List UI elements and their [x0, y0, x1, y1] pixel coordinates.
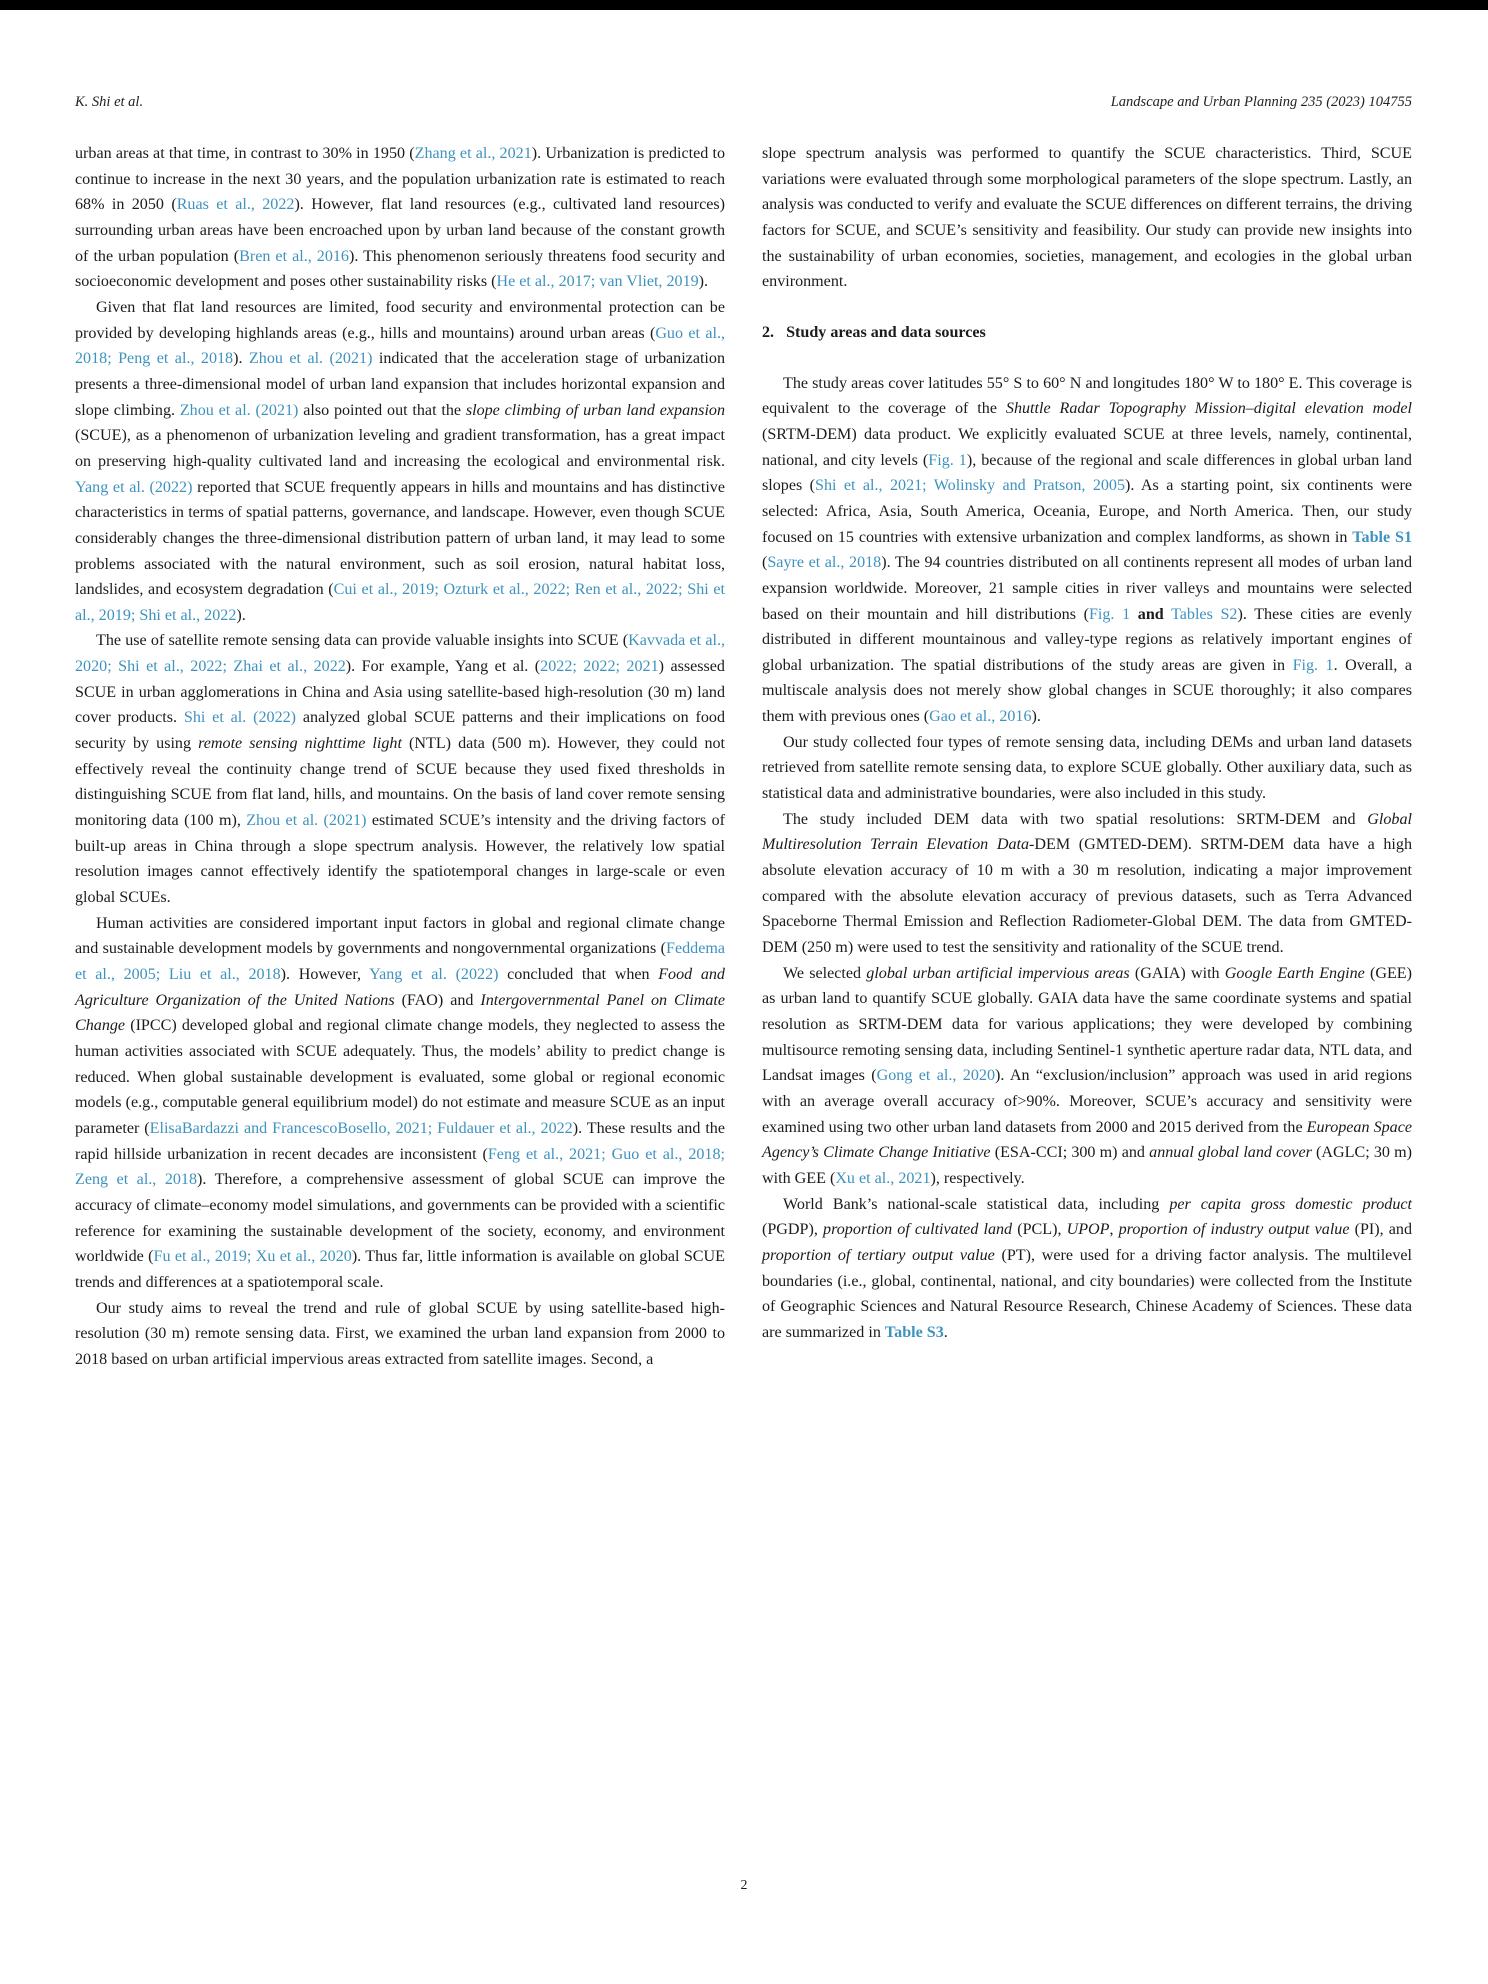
paragraph	[762, 730, 1412, 807]
text: ). These results and the rapid hillside urbanization in recent decades are inconsistent (	[75, 1119, 725, 1163]
citation-link[interactable]: Feddema et al., 2005; Liu et al., 2018	[75, 940, 725, 983]
text: also pointed out that the	[298, 401, 466, 419]
italic-text: slope climbing of urban land expansion	[465, 401, 726, 419]
text: Given that flat land resources are limited, food security and environmental protection can be provided by developing highlands areas (e.g., hills and mountains) around urban areas (	[75, 298, 725, 342]
citation-link[interactable]: Cui et al., 2019; Ozturk et al., 2022; Ren et al., 2022; Shi et al., 2019; Shi et al., 2022	[75, 581, 725, 624]
italic-text: proportion of tertiary output value	[762, 1246, 995, 1264]
text: -DEM (GMTED-DEM). SRTM-DEM data have a high absolute elevation accuracy of 10 m with a 30 m resolution, indicating a major improvement compared with the absolute elevation accuracy of previous datasets, such as Terra Advanced Spaceborne Thermal Emission and Reflection Radiometer-Global DEM. The data from GMTED-DEM (250 m) were used to test the sensitivity and rationality of the SCUE trend.	[762, 836, 1412, 957]
section-heading	[762, 320, 1412, 346]
section-title: Study areas and data sources	[786, 323, 986, 341]
running-head	[75, 94, 1412, 111]
text: Human activities are considered important input factors in global and regional climate change and sustainable development models by governments and nongovernmental organizations (	[75, 914, 725, 958]
citation-link[interactable]: Tables S2	[1171, 605, 1238, 623]
citation-link[interactable]: Guo et al., 2018; Peng et al., 2018	[75, 324, 725, 368]
text: .	[943, 1323, 948, 1341]
text: (PI), and	[1349, 1221, 1412, 1239]
left-column	[75, 141, 725, 1373]
page-number: 2	[740, 1878, 748, 1893]
text: (GAIA) with	[1129, 964, 1225, 982]
text: (GEE) as urban land to quantify SCUE globally. GAIA data have the same coordinate systems and spatial resolution as SRTM-DEM data for various applications; they were developed by combining multisource remoting sensing data, including Sentinel-1 synthetic aperture radar data, NTL data, and Landsat images (	[762, 964, 1412, 1085]
text: . Overall, a multiscale analysis does not merely show global changes in SCUE thoroughly; it also compares them with previous ones (	[762, 656, 1412, 726]
paragraph	[75, 141, 725, 295]
text: (PCL),	[1012, 1221, 1067, 1239]
text: ). Urbanization is predicted to continue to increase in the next 30 years, and the population urbanization rate is estimated to reach 68% in 2050 (	[75, 145, 725, 214]
page-top-rule	[0, 0, 1488, 10]
text: slope spectrum analysis was performed to quantify the SCUE characteristics. Third, SCUE variations were evaluated through some morphological parameters of the slope spectrum. Lastly, an analysis was conducted to verify and evaluate the SCUE differences on different terrains, the driving factors for SCUE, and SCUE’s sensitivity and feasibility. Our study can provide new insights into the sustainability of urban economies, societies, management, and ecologies in the global urban environment.	[762, 145, 1412, 291]
paragraph	[762, 961, 1412, 1192]
text: ). These cities are evenly distributed in different mountainous and valley-type regions as relatively important engines of global urbanization. The spatial distributions of the study areas are given in	[762, 605, 1413, 674]
text: (	[762, 554, 768, 572]
paragraph	[75, 628, 725, 910]
text: The use of satellite remote sensing data can provide valuable insights into SCUE (	[96, 632, 629, 650]
citation-link[interactable]: Kavvada et al., 2020; Shi et al., 2022; Zhai et al., 2022	[75, 632, 726, 676]
citation-link[interactable]: He et al., 2017; van Vliet, 2019	[496, 273, 699, 291]
paragraph	[762, 371, 1412, 730]
text: (FAO) and	[394, 991, 481, 1009]
text: reported that SCUE frequently appears in hills and mountains and has distinctive characteristics in terms of spatial patterns, governance, and landscape. However, even though SCUE considerably changes the three-dimensional distribution pattern of urban land, it may lead to some problems associated with the natural environment, such as soil erosion, natural habitat loss, landslides, and ecosystem degradation (	[75, 478, 725, 599]
citation-link[interactable]: ElisaBardazzi and FrancescoBosello, 2021; Fuldauer et al., 2022	[149, 1119, 573, 1137]
paragraph	[75, 295, 725, 629]
text: (PGDP),	[762, 1221, 824, 1239]
right-column	[762, 141, 1412, 1373]
text: (IPCC) developed global and regional climate change models, they neglected to assess the human activities associated with SCUE adequately. Thus, the models’ ability to predict change is reduced. When global sustainable development is evaluated, some global or regional economic models (e.g., computable general equilibrium model) do not estimate and measure SCUE as an input parameter (	[75, 1017, 725, 1137]
text: ). This phenomenon seriously threatens food security and socioeconomic development and poses other sustainability risks (	[75, 247, 725, 291]
italic-text: Food and Agriculture Organization of the United Nations	[75, 966, 725, 1009]
text: We selected	[783, 964, 867, 982]
table-link[interactable]: Table S3	[884, 1323, 944, 1341]
italic-text: proportion of industry output value	[1118, 1221, 1350, 1239]
citation-link[interactable]: 2022; 2022; 2021	[540, 658, 659, 676]
citation-link[interactable]: Fig. 1	[1292, 656, 1334, 674]
text: ) assessed SCUE in urban agglomerations in China and Asia using satellite-based high-resolution (30 m) land cover products.	[75, 658, 725, 727]
citation-link[interactable]: Fig. 1	[928, 451, 967, 469]
section-number: 2.	[762, 323, 775, 341]
paragraph	[762, 1192, 1412, 1346]
text: indicated that the acceleration stage of urbanization presents a three-dimensional model of urban land expansion that includes horizontal expansion and slope climbing.	[75, 350, 725, 419]
text: Our study aims to reveal the trend and rule of global SCUE by using satellite-based high-resolution (30 m) remote sensing data. First, we examined the urban land expansion from 2000 to 2018 based on urban artificial impervious areas extracted from satellite images. Second, a	[75, 1299, 725, 1368]
text: ). An “exclusion/inclusion” approach was used in arid regions with an average overall accuracy of>90%. Moreover, SCUE’s accuracy and sensitivity were examined using two other urban land datasets from 2000 and 2015 derived from the	[762, 1067, 1413, 1136]
text: (SRTM-DEM) data product. We explicitly evaluated SCUE at three levels, namely, continental, national, and city levels (	[762, 425, 1412, 469]
text: ). As a starting point, six continents were selected: Africa, Asia, South America, Oceania, Europe, and North America. Then, our study focused on 15 countries with extensive urbanization and complex landforms, as shown in	[762, 477, 1412, 546]
citation-link[interactable]: Gong et al., 2020	[876, 1067, 995, 1085]
paragraph	[762, 141, 1412, 295]
italic-text: UPOP	[1066, 1221, 1110, 1239]
italic-text: annual global land cover	[1149, 1144, 1312, 1162]
page-footer	[0, 1878, 1488, 1894]
table-link[interactable]: Table S1	[1352, 528, 1413, 546]
text	[1164, 606, 1171, 623]
text: (SCUE), as a phenomenon of urbanization leveling and gradient transformation, has a great impact on preserving high-quality cultivated land and increasing the ecological and environmental risk.	[75, 427, 725, 470]
citation-link[interactable]: Yang et al. (2022)	[75, 478, 193, 496]
italic-text: remote sensing nighttime light	[198, 735, 402, 753]
text: ). However, flat land resources (e.g., cultivated land resources) surrounding urban areas have been encroached upon by urban land because of the constant growth of the urban population (	[75, 196, 725, 265]
citation-link[interactable]: Fu et al., 2019; Xu et al., 2020	[153, 1248, 352, 1266]
italic-text: Intergovernmental Panel on Climate Change	[75, 991, 726, 1035]
text: ,	[1109, 1221, 1119, 1239]
paragraph	[75, 911, 725, 1296]
italic-text: European Space Agency’s Climate Change Initiative	[762, 1118, 1413, 1162]
text: ), because of the regional and scale differences in global urban land slopes (	[762, 451, 1412, 495]
citation-link[interactable]: Xu et al., 2021	[835, 1169, 931, 1187]
text: The study areas cover latitudes 55° S to 60° N and longitudes 180° W to 180° E. This coverage is equivalent to the coverage of the	[762, 374, 1412, 418]
text: Our study collected four types of remote sensing data, including DEMs and urban land datasets retrieved from satellite remote sensing data, to explore SCUE globally. Other auxiliary data, such as statistical data and administrative boundaries, were also included in this study.	[762, 733, 1412, 803]
italic-text: global urban artificial impervious areas	[866, 964, 1130, 982]
text: (AGLC; 30 m) with GEE (	[762, 1144, 1413, 1187]
italic-text: per capita gross domestic product	[1169, 1195, 1412, 1213]
italic-text: proportion of cultivated land	[823, 1221, 1013, 1239]
citation-link[interactable]: Yang et al. (2022)	[369, 966, 499, 983]
text: concluded that when	[498, 966, 659, 983]
text: ). Thus far, little information is available on global SCUE trends and differences at a spatiotemporal scale.	[75, 1248, 725, 1291]
citation-link[interactable]: Zhou et al. (2021)	[246, 812, 367, 830]
text: ). For example, Yang et al. (	[345, 658, 541, 676]
running-head-authors: K. Shi et al.	[75, 94, 144, 110]
citation-link[interactable]: Bren et al., 2016	[239, 247, 349, 265]
citation-link[interactable]: Sayre et al., 2018	[767, 554, 882, 572]
text: ). The 94 countries distributed on all continents represent all modes of urban land expansion worldwide. Moreover, 21 sample cities in river valleys and mountains were selected based on their mountain and hill distributions (	[762, 554, 1412, 623]
text: ), respectively.	[930, 1169, 1025, 1187]
text: ).	[236, 606, 246, 624]
text: urban areas at that time, in contrast to 30% in 1950 (	[75, 145, 415, 162]
text: analyzed global SCUE patterns and their implications on food security by using	[75, 709, 725, 753]
citation-link[interactable]: Feng et al., 2021; Guo et al., 2018; Zeng et al., 2018	[75, 1145, 726, 1189]
citation-link[interactable]: Ruas et al., 2022	[176, 196, 295, 214]
text: ). However,	[280, 966, 370, 983]
text: (ESA-CCI; 300 m) and	[990, 1144, 1150, 1162]
text: (NTL) data (500 m). However, they could not effectively reveal the continuity change trend of SCUE because they used fixed thresholds in distinguishing SCUE from flat land, hills, and mountains. On the basis of land cover remote sensing monitoring data (100 m),	[75, 735, 726, 830]
citation-link[interactable]: Zhou et al. (2021)	[248, 350, 373, 368]
italic-text: Global Multiresolution Terrain Elevation Data	[762, 810, 1412, 854]
page-body	[75, 141, 1412, 1373]
citation-link[interactable]: Gao et al., 2016	[929, 708, 1032, 726]
bold-text: and	[1137, 605, 1164, 623]
citation-link[interactable]: Fig. 1	[1088, 605, 1131, 623]
citation-link[interactable]: Shi et al., 2021; Wolinsky and Pratson, 2005	[815, 477, 1126, 495]
text: ). Therefore, a comprehensive assessment of global SCUE can improve the accuracy of climate–economy model simulations, and governments can be provided with a scientific reference for examining the sustainable development of the society, economy, and environment worldwide (	[75, 1171, 725, 1266]
italic-text: Shuttle Radar Topography Mission–digital elevation model	[1005, 400, 1412, 418]
paragraph	[75, 1296, 725, 1373]
citation-link[interactable]: Shi et al. (2022)	[183, 709, 297, 727]
paragraph	[762, 807, 1412, 961]
running-head-journal: Landscape and Urban Planning 235 (2023) 104755	[1110, 94, 1412, 110]
text: (PT), were used for a driving factor analysis. The multilevel boundaries (i.e., global, continental, national, and city boundaries) were collected from the Institute of Geographic Sciences and Natural Resource Research, Chinese Academy of Sciences. These data are summarized in	[762, 1246, 1412, 1341]
citation-link[interactable]: Zhou et al. (2021)	[179, 401, 299, 419]
text: ).	[1031, 708, 1041, 726]
text: ).	[233, 350, 249, 368]
italic-text: Google Earth Engine	[1224, 964, 1365, 982]
text	[1130, 606, 1138, 623]
text: ).	[698, 273, 709, 291]
text: The study included DEM data with two spatial resolutions: SRTM-DEM and	[783, 810, 1368, 828]
text: World Bank’s national-scale statistical data, including	[783, 1195, 1170, 1213]
citation-link[interactable]: Zhang et al., 2021	[414, 145, 532, 162]
text: estimated SCUE’s intensity and the driving factors of built-up areas in China through a slope spectrum analysis. However, the relatively low spatial resolution images cannot effectively identify the spatiotemporal changes in large-scale or even global SCUEs.	[75, 812, 725, 907]
